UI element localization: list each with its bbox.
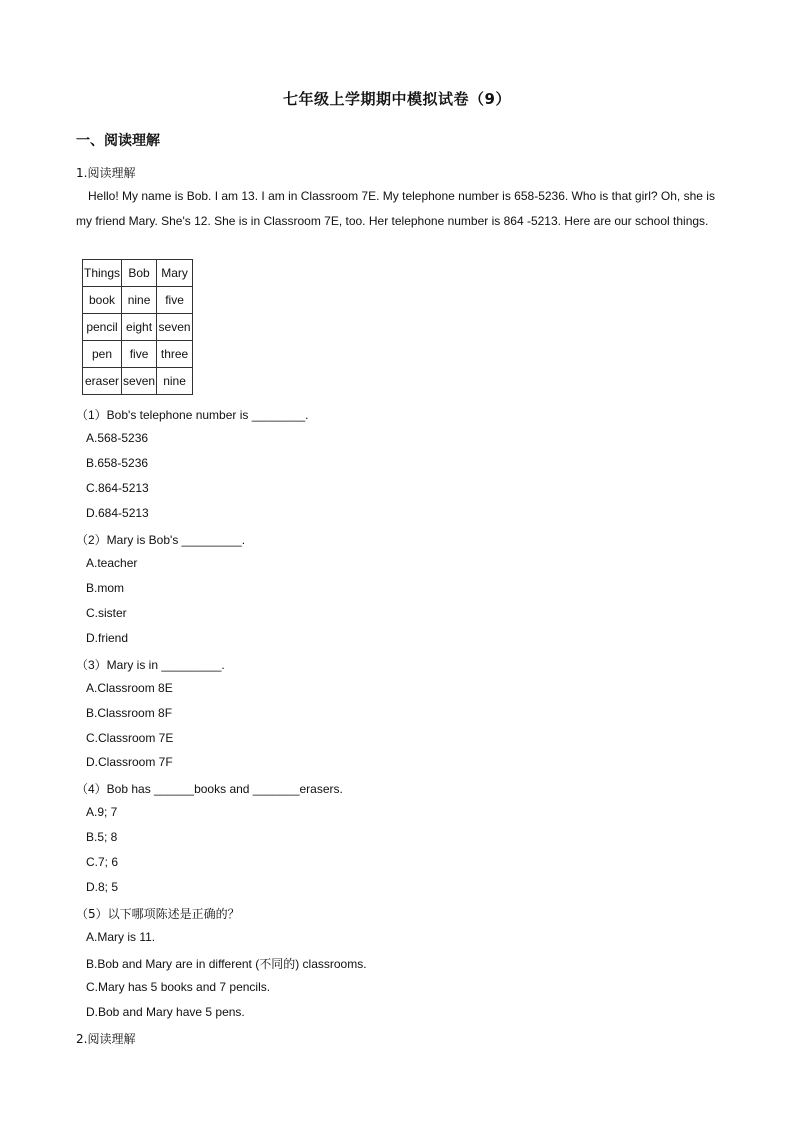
table-cell: five: [157, 287, 193, 314]
table-row: [83, 287, 193, 314]
answer-option: A.568-5236: [86, 431, 149, 445]
answer-option: A.Mary is 11.: [86, 930, 156, 944]
answer-option: C.864-5213: [86, 481, 149, 495]
table-cell: eraser: [83, 368, 122, 395]
question-stem: （5）以下哪项陈述是正确的？: [76, 907, 240, 921]
table-cell: pen: [83, 341, 122, 368]
answer-option: D.friend: [86, 631, 129, 645]
answer-option: C.Classroom 7E: [86, 731, 174, 745]
page-title: 七年级上学期期中模拟试卷（9）: [283, 90, 511, 108]
table-cell: nine: [157, 368, 193, 395]
table-cell: eight: [122, 314, 157, 341]
answer-option: B.5; 8: [86, 830, 118, 844]
table-cell: five: [122, 341, 157, 368]
table-header-row: [83, 260, 193, 287]
table-row: [83, 341, 193, 368]
table-header-cell: Bob: [122, 260, 157, 287]
question-1-label: 1.阅读理解: [76, 166, 136, 180]
school-things-table: [82, 259, 193, 395]
answer-option: A.teacher: [86, 556, 138, 570]
answer-option: B.658-5236: [86, 456, 149, 470]
table-header-cell: Things: [83, 260, 122, 287]
table-cell: book: [83, 287, 122, 314]
answer-option: D.Bob and Mary have 5 pens.: [86, 1005, 245, 1019]
section-title: 一、阅读理解: [76, 133, 160, 149]
answer-option: B.Bob and Mary are in different (不同的) classrooms.: [86, 957, 367, 971]
answer-option: A.Classroom 8E: [86, 681, 173, 695]
question-stem: （1）Bob's telephone number is ________.: [76, 408, 309, 422]
answer-option: A.9; 7: [86, 805, 118, 819]
question-2-label: 2.阅读理解: [76, 1032, 136, 1046]
table-header-cell: Mary: [157, 260, 193, 287]
table-row: [83, 368, 193, 395]
answer-option: C.7; 6: [86, 855, 119, 869]
table-cell: seven: [122, 368, 157, 395]
table-cell: three: [157, 341, 193, 368]
table-cell: pencil: [83, 314, 122, 341]
question-stem: （4）Bob has ______books and _______erasers.: [76, 782, 343, 796]
answer-option: C.Mary has 5 books and 7 pencils.: [86, 980, 271, 994]
question-stem: （2）Mary is Bob's _________.: [76, 533, 246, 547]
answer-option: C.sister: [86, 606, 127, 620]
answer-option: D.684-5213: [86, 506, 149, 520]
answer-option: B.Classroom 8F: [86, 706, 173, 720]
table-cell: nine: [122, 287, 157, 314]
question-stem: （3）Mary is in _________.: [76, 658, 225, 672]
answer-option: D.8; 5: [86, 880, 119, 894]
table-cell: seven: [157, 314, 193, 341]
reading-passage: Hello! My name is Bob. I am 13. I am in Classroom 7E. My telephone number is 658-5236. Who is that girl? Oh, she is my friend Mary. She's 12. She is in Classroom 7E, too. Her telephone number is 864 -5213. Here are our school things.: [76, 189, 715, 228]
answer-option: D.Classroom 7F: [86, 755, 173, 769]
answer-option: B.mom: [86, 581, 125, 595]
table-row: [83, 314, 193, 341]
